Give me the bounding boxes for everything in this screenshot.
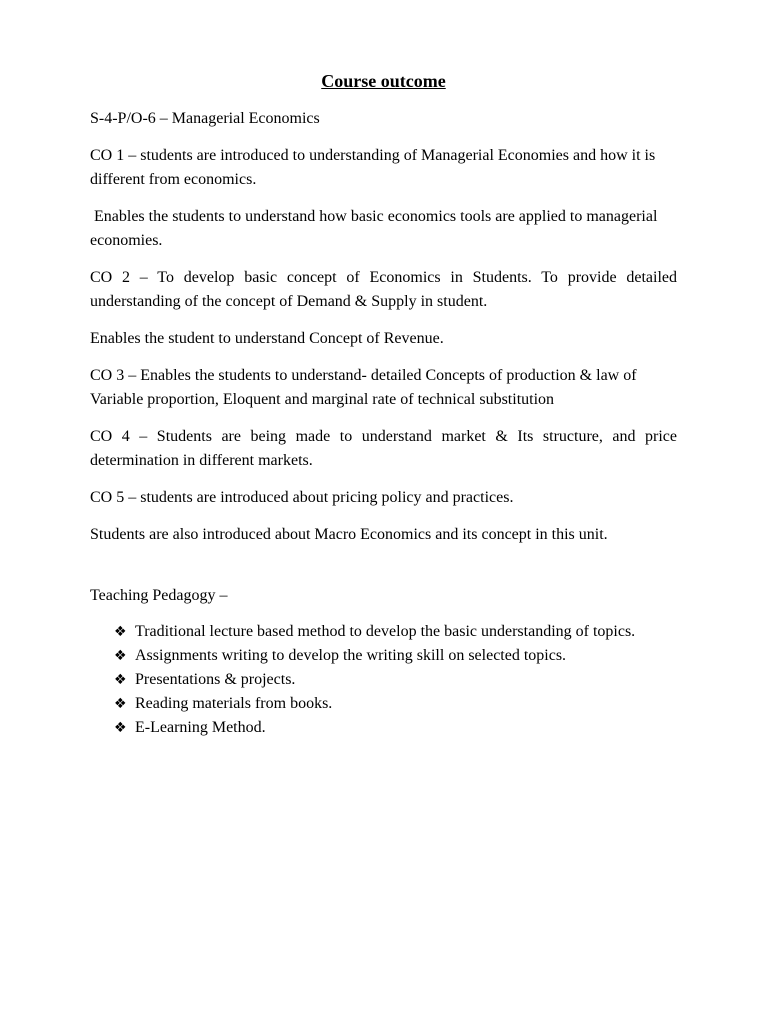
paragraph-co2-enables: Enables the student to understand Concept of Revenue. [90,330,444,347]
list-item [114,692,677,716]
list-item [114,716,677,740]
document-body [90,68,677,740]
paragraph-co5: CO 5 – students are introduced about pricing policy and practices. [90,489,514,506]
paragraph-co4: CO 4 – Students are being made to understand market & Its structure, and price determination in different markets. [90,428,677,469]
diamond-bullet-icon: ❖ [114,720,127,736]
paragraph-co1: CO 1 – students are introduced to understanding of Managerial Economies and how it is different from economics. [90,147,656,188]
subject-line: S-4-P/O-6 – Managerial Economics [90,110,320,127]
list-item [114,620,677,644]
paragraph-co3: CO 3 – Enables the students to understand- detailed Concepts of production & law of Variable proportion, Eloquent and marginal rate of technical substitution [90,367,637,408]
pedagogy-list [90,620,677,740]
list-item [114,668,677,692]
paragraph-macro: Students are also introduced about Macro Economics and its concept in this unit. [90,526,608,543]
list-item-text: Traditional lecture based method to develop the basic understanding of topics. [135,623,636,640]
diamond-bullet-icon: ❖ [114,672,127,688]
list-item [114,644,677,668]
page-title: Course outcome [321,71,446,91]
list-item-text: E-Learning Method. [135,719,266,736]
spacer [90,547,677,584]
diamond-bullet-icon: ❖ [114,648,127,664]
paragraph-co1-enables: Enables the students to understand how basic economics tools are applied to managerial economies. [90,208,662,249]
list-item-text: Reading materials from books. [135,695,333,712]
pedagogy-heading: Teaching Pedagogy – [90,587,228,604]
paragraph-co2: CO 2 – To develop basic concept of Economics in Students. To provide detailed understanding of the concept of Demand & Supply in student. [90,269,677,310]
diamond-bullet-icon: ❖ [114,696,127,712]
list-item-text: Assignments writing to develop the writing skill on selected topics. [135,647,567,664]
list-item-text: Presentations & projects. [135,671,296,688]
diamond-bullet-icon: ❖ [114,624,127,640]
